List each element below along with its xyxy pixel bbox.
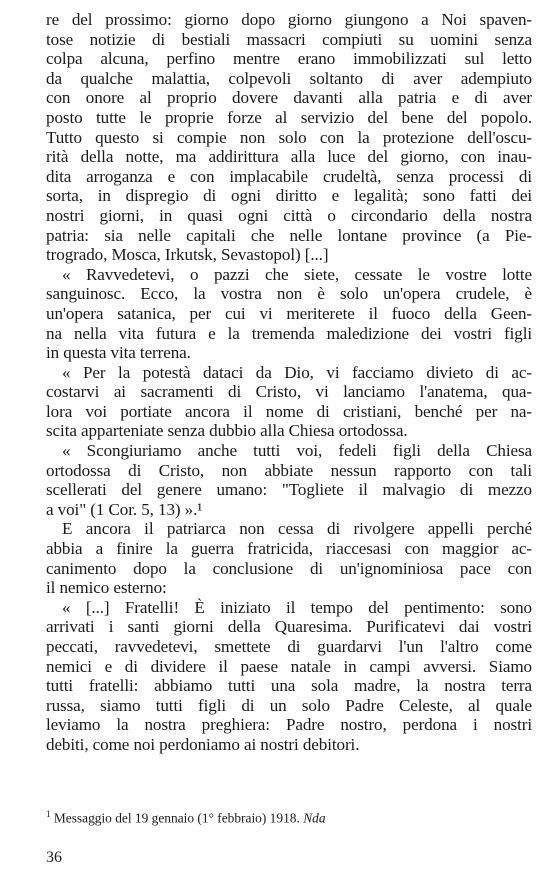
- text-line: trogrado, Mosca, Irkutsk, Sevastopol) [...]: [46, 245, 329, 265]
- text-line: scellerati del genere umano: "Togliete il malvagio di mezzo: [46, 480, 532, 500]
- text-line: lora voi portiate ancora il nome di cristiani, benché per na-: [46, 401, 532, 421]
- text-line: in questa vita terrena.: [46, 343, 191, 363]
- text-line: scita apparteniate senza dubbio alla Chiesa ortodossa.: [46, 421, 408, 441]
- text-line: con onore al proprio dovere davanti alla patria e di aver: [46, 88, 532, 108]
- text-line: Tutto questo si compie non solo con la protezione dell'oscu-: [46, 127, 532, 147]
- text-line: sanguinosc. Ecco, la vostra non è solo un'opera crudele, è: [46, 284, 532, 304]
- text-line: da qualche malattia, colpevoli soltanto di aver adempiuto: [46, 68, 532, 88]
- text-line: leviamo la nostra preghiera: Padre nostro, perdona i nostri: [46, 715, 532, 735]
- text-line: « Scongiuriamo anche tutti voi, fedeli figli della Chiesa: [62, 441, 532, 461]
- text-line: colpa alcuna, perfino mentre erano immobilizzati sul letto: [46, 49, 532, 69]
- text-line: posto tutte le proprie forze al servizio del bene del popolo.: [46, 107, 532, 127]
- text-line: rità della notte, ma addirittura alla luce del giorno, con inau-: [46, 147, 532, 167]
- text-line: nemici e di dividere il paese natale in campi avversi. Siamo: [46, 656, 532, 676]
- text-line: il nemico esterno:: [46, 578, 167, 598]
- text-line: re del prossimo: giorno dopo giorno giungono a Noi spaven-: [46, 10, 532, 29]
- text-line: abbia a finire la guerra fratricida, riaccesasi con maggior ac-: [46, 539, 532, 559]
- text-line: dita arroganza e con implacabile crudeltà, senza processi di: [46, 166, 532, 186]
- text-line: arrivati i santi giorni della Quaresima. Purificatevi dai vostri: [46, 617, 532, 637]
- body-text: [46, 10, 532, 755]
- text-line: E ancora il patriarca non cessa di rivolgere appelli perché: [62, 519, 532, 539]
- text-line: patria: sia nelle capitali che nelle lontane province (a Pie-: [46, 225, 532, 245]
- text-line: peccati, ravvedetevi, smettete di guardarvi l'un l'altro come: [46, 637, 532, 656]
- text-line: sorta, in dispregio di ogni diritto e legalità; sono fatti dei: [46, 186, 532, 206]
- text-line: costarvi ai sacramenti di Cristo, vi lanciamo l'anatema, qua-: [46, 382, 532, 402]
- text-line: tose notizie di bestiali massacri compiuti su uomini senza: [46, 29, 532, 49]
- text-line: russa, siamo tutti figli di un solo Padre Celeste, al quale: [46, 695, 532, 715]
- footnote-marker: 1: [46, 809, 51, 819]
- footnote-author-note: Nda: [303, 810, 326, 826]
- text-line: tutti fratelli: abbiamo tutti una sola madre, la nostra terra: [46, 676, 532, 696]
- text-line: debiti, come noi perdoniamo ai nostri debitori.: [46, 734, 360, 754]
- text-line: « Ravvedetevi, o pazzi che siete, cessate le vostre lotte: [62, 264, 532, 284]
- text-line: « [...] Fratelli! È iniziato il tempo del pentimento: sono: [62, 597, 532, 617]
- footnote-text: Messaggio del 19 gennaio (1° febbraio) 1918.: [53, 810, 300, 826]
- text-line: canimento dopo la conclusione di un'ignominiosa pace con: [46, 558, 532, 578]
- text-line: un'opera satanica, per cui vi meriterete il fuoco della Geen-: [46, 303, 532, 323]
- page-number: 36: [46, 849, 62, 866]
- text-line: a voi" (1 Cor. 5, 13) ».¹: [46, 499, 203, 519]
- text-line: ortodossa di Cristo, non abbiate nessun rapporto con tali: [46, 460, 532, 480]
- footnote: [46, 806, 532, 826]
- text-line: na nella vita futura e la tremenda maledizione dei vostri figli: [46, 323, 532, 343]
- text-line: nostri giorni, in quasi ogni città o circondario della nostra: [46, 205, 532, 225]
- text-line: « Per la potestà dataci da Dio, vi facciamo divieto di ac-: [62, 362, 532, 382]
